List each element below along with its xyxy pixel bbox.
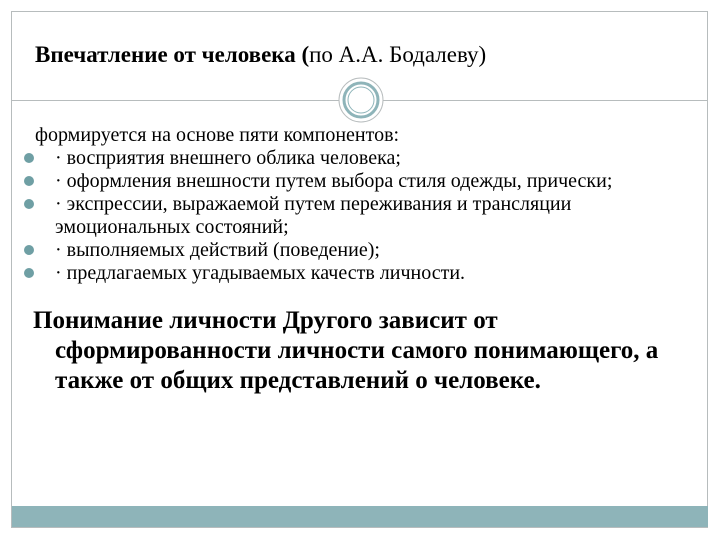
slide-title	[35, 38, 695, 72]
circle-bullet-icon	[22, 197, 36, 211]
title-normal-part: по А.А. Бодалеву)	[309, 42, 487, 67]
spacer	[35, 285, 695, 306]
list-item	[35, 262, 695, 285]
footer-accent-bar	[12, 506, 708, 527]
list-item-text: · оформления внешности путем выбора стиля одежды, прически;	[55, 170, 613, 192]
circle-bullet-icon	[22, 243, 36, 257]
circle-ornament-icon	[338, 77, 384, 123]
list-item	[35, 170, 695, 193]
circle-bullet-icon	[22, 174, 36, 188]
list-item-text: · восприятия внешнего облика человека;	[55, 147, 401, 169]
intro-text: формируется на основе пяти компонентов:	[35, 124, 400, 146]
list-item-text: · предлагаемых угадываемых качеств личности.	[55, 262, 466, 284]
slide-body	[35, 124, 695, 396]
list-item-text: · выполняемых действий (поведение);	[55, 239, 380, 261]
list-item-text: · экспрессии, выражаемой путем переживания и трансляции эмоциональных состояний;	[55, 193, 572, 238]
title-bold-part: Впечатление от человека (	[35, 42, 310, 67]
conclusion-text: Понимание личности Другого зависит от сформированности личности самого понимающего, а также от общих представлений о человеке.	[33, 307, 659, 394]
circle-bullet-icon	[22, 266, 36, 280]
circle-bullet-icon	[22, 151, 36, 165]
component-list	[35, 147, 695, 285]
list-item	[35, 147, 695, 170]
list-item	[35, 193, 695, 239]
list-item	[35, 239, 695, 262]
